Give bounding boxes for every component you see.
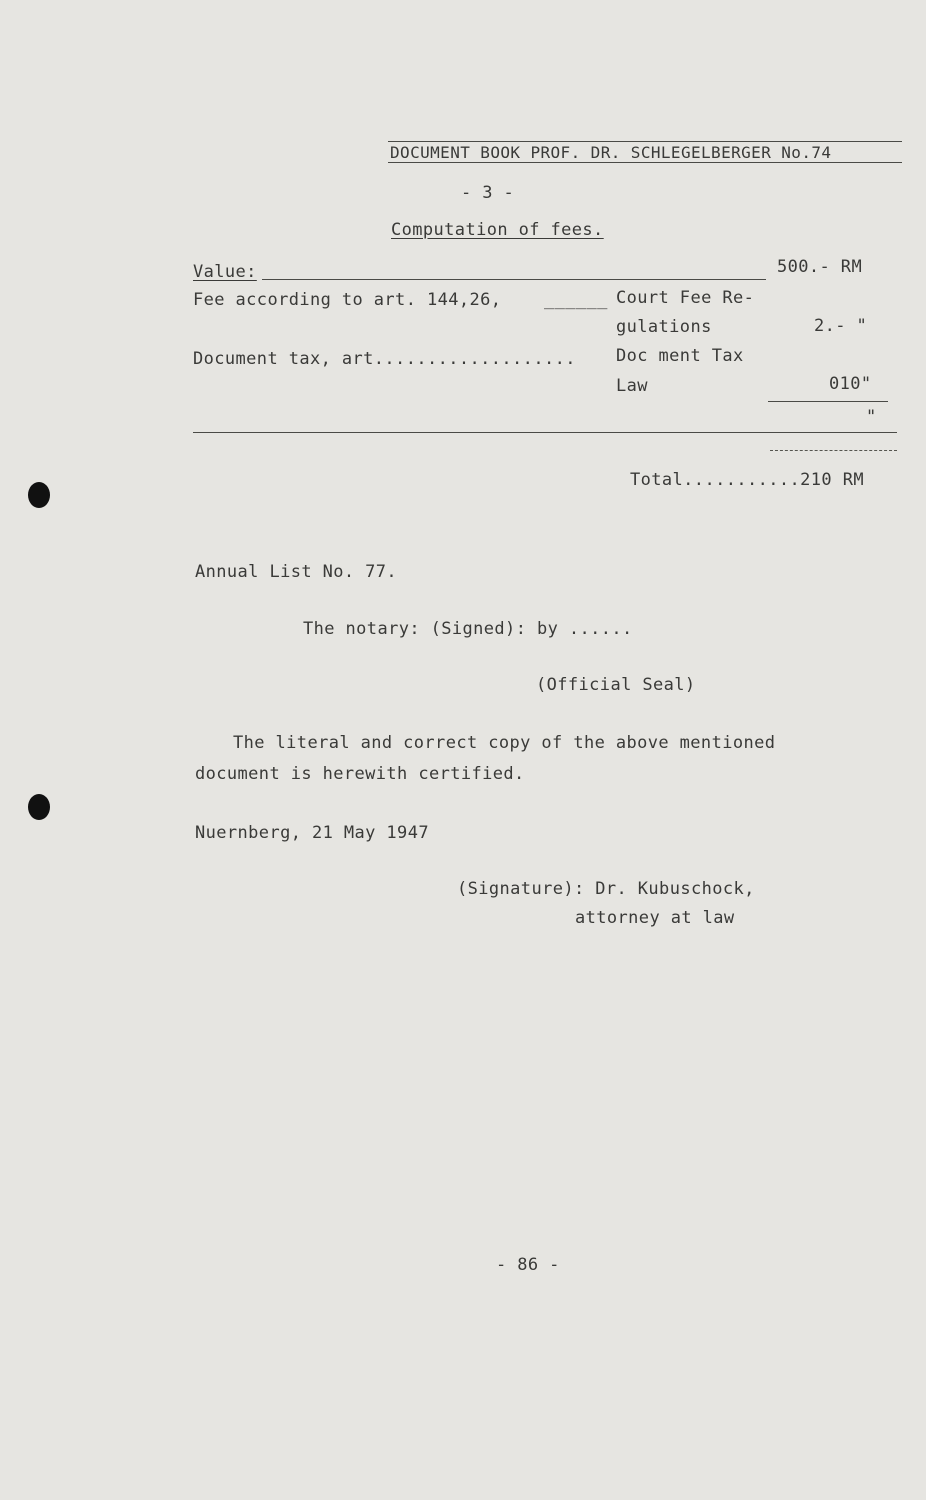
punch-hole-top xyxy=(28,482,50,508)
certification-line2: document is herewith certified. xyxy=(195,764,525,784)
signature-line1: (Signature): Dr. Kubuschock, xyxy=(457,879,755,899)
place-date: Nuernberg, 21 May 1947 xyxy=(195,823,429,843)
signature-line2: attorney at law xyxy=(575,908,735,928)
computation-title: Computation of fees. xyxy=(391,220,604,240)
tax-reference-line2: Law xyxy=(616,376,648,396)
punch-hole-bottom xyxy=(28,794,50,820)
tax-amount: 010" xyxy=(829,374,872,394)
value-rule xyxy=(262,279,766,280)
value-label: Value: xyxy=(193,262,257,282)
fee-reference-line2: gulations xyxy=(616,317,712,337)
ditto-mark: " xyxy=(866,407,877,427)
tax-label: Document tax, art................... xyxy=(193,349,576,369)
full-width-rule xyxy=(193,432,897,433)
fee-label: Fee according to art. 144,26, xyxy=(193,290,502,310)
certification-line1: The literal and correct copy of the above mentioned xyxy=(233,733,776,753)
tax-reference-line1: Doc ment Tax xyxy=(616,346,744,366)
header-overline xyxy=(388,141,902,142)
subtotal-rule xyxy=(768,401,888,402)
value-amount: 500.- RM xyxy=(777,257,863,277)
fee-blank: ______ xyxy=(544,290,608,310)
official-seal: (Official Seal) xyxy=(536,675,696,695)
page-marker: - 3 - xyxy=(461,183,515,203)
total-dashed-rule xyxy=(770,450,897,451)
header-underline xyxy=(388,162,902,163)
total-line: Total...........210 RM xyxy=(630,470,864,490)
fee-reference-line1: Court Fee Re- xyxy=(616,288,755,308)
annual-list: Annual List No. 77. xyxy=(195,562,398,582)
notary-line: The notary: (Signed): by ...... xyxy=(303,619,633,639)
page-number: - 86 - xyxy=(496,1255,560,1275)
document-book-header: DOCUMENT BOOK PROF. DR. SCHLEGELBERGER No.74 xyxy=(390,143,832,162)
fee-amount: 2.- " xyxy=(814,316,868,336)
